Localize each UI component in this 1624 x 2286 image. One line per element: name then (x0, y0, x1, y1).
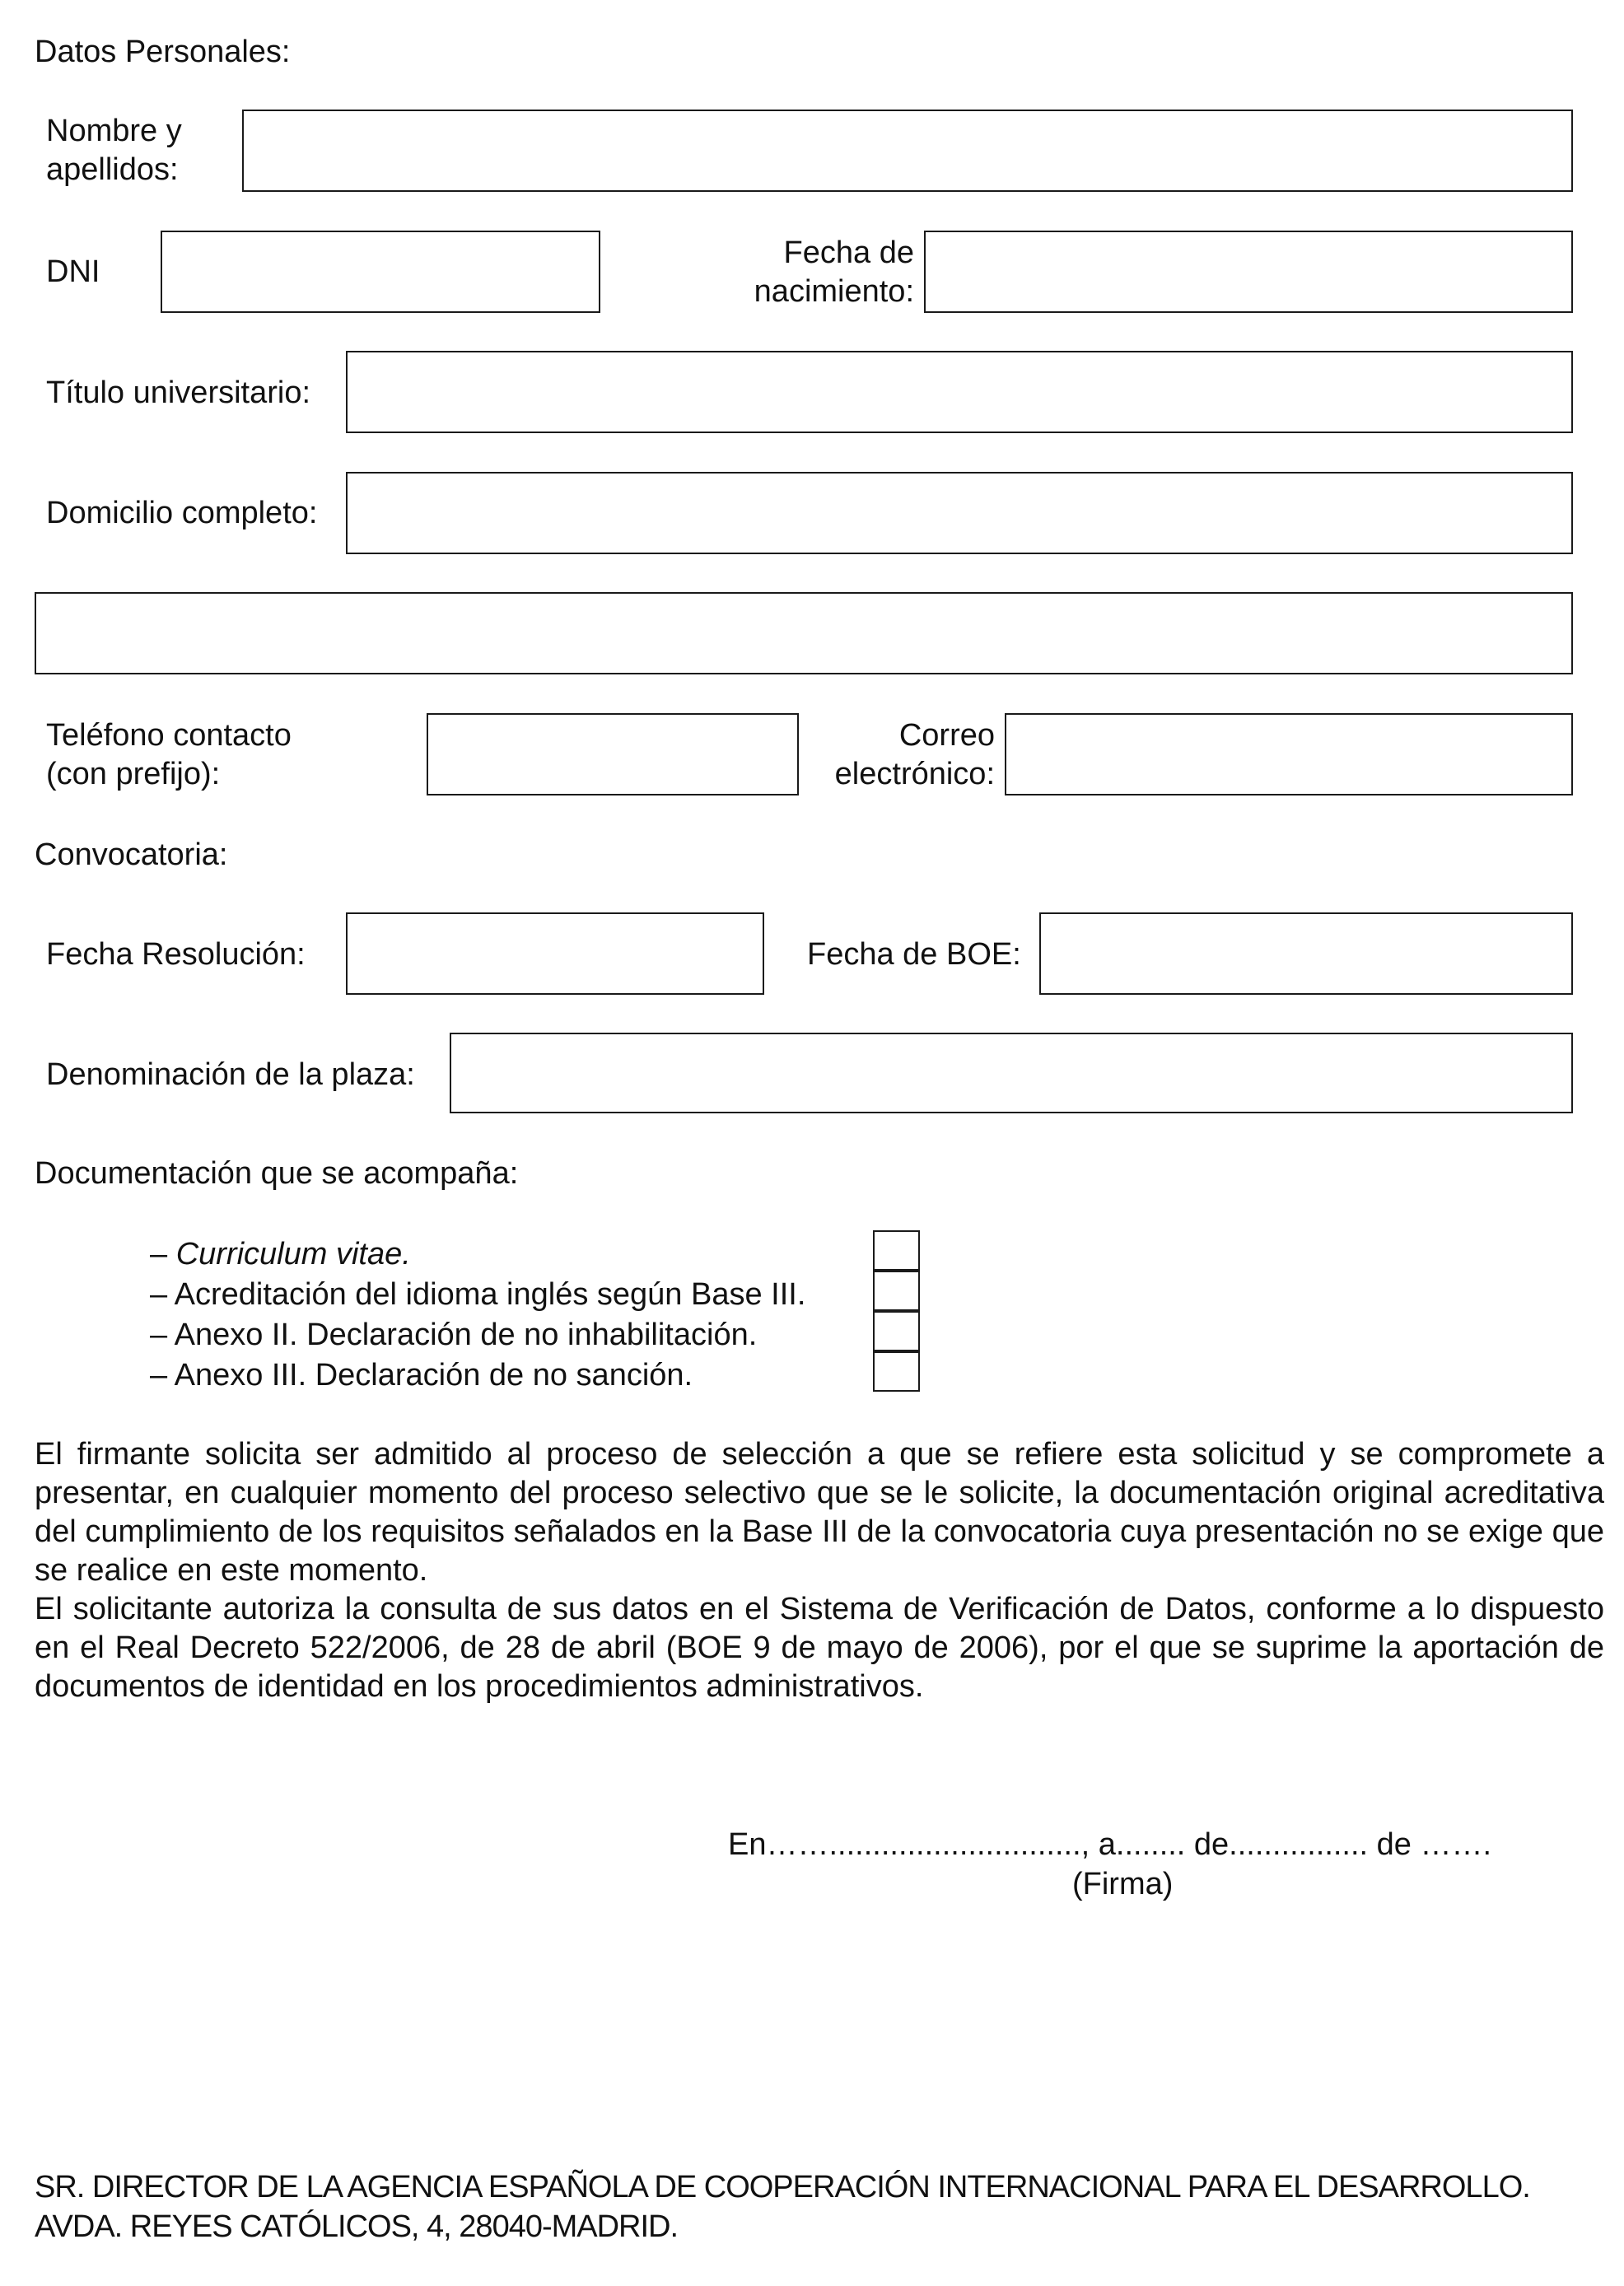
checkbox-annex-ii[interactable] (873, 1311, 920, 1351)
dni-label: DNI (46, 254, 100, 289)
address-label: Domicilio completo: (46, 496, 318, 530)
list-dash: – (150, 1358, 168, 1393)
email-label-line-2: electrónico: (834, 757, 995, 791)
list-dash: – (150, 1277, 168, 1312)
call-heading: Convocatoria: (35, 837, 228, 872)
list-dash: – (150, 1237, 168, 1271)
address-continuation-field[interactable] (35, 592, 1573, 674)
document-item-english (150, 1275, 805, 1315)
personal-data-heading: Datos Personales: (35, 35, 291, 69)
degree-label: Título universitario: (46, 376, 311, 410)
phone-label-line-2: (con prefijo): (46, 757, 221, 791)
boe-date-field[interactable] (1039, 912, 1573, 995)
document-label-annex-iii: Anexo III. Declaración de no sanción. (174, 1358, 693, 1393)
checkbox-cv[interactable] (873, 1230, 920, 1271)
checkbox-english[interactable] (873, 1271, 920, 1311)
resolution-date-field[interactable] (346, 912, 764, 995)
document-label-cv: Curriculum vitae. (175, 1237, 411, 1271)
position-name-field[interactable] (450, 1033, 1573, 1113)
declaration-text (35, 1435, 1604, 1706)
birth-date-label-line-2: nacimiento: (754, 274, 914, 309)
declaration-paragraph-2: El solicitante autoriza la consulta de sus datos en el Sistema de Verificación de Datos, conforme a lo dispuesto en el Real Decreto 522/2006, de 28 de abril (BOE 9 de mayo de 2006), por el que se suprime la aportación de documentos de identidad en los procedimientos administrativos. (35, 1592, 1604, 1704)
dni-field[interactable] (161, 231, 600, 313)
phone-label (46, 716, 292, 794)
boe-date-label: Fecha de BOE: (807, 937, 1021, 972)
birth-date-label (642, 234, 914, 311)
declaration-paragraph-1: El firmante solicita ser admitido al proceso de selección a que se refiere esta solicitud y se compromete a presentar, en cualquier momento del proceso selectivo que se le solicite, la documentación original acreditativa del cumplimiento de los requisitos señalados en la Base III de la convocatoria cuya presentación no se exige que se realice en este momento. (35, 1437, 1604, 1588)
name-label (46, 112, 182, 189)
position-name-label: Denominación de la plaza: (46, 1057, 415, 1092)
signature-label: (Firma) (1072, 1867, 1174, 1901)
document-label-english: Acreditación del idioma inglés según Base III. (174, 1277, 806, 1312)
document-item-annex-ii (150, 1315, 805, 1355)
document-item-annex-iii (150, 1355, 805, 1396)
address-field[interactable] (346, 472, 1573, 554)
resolution-date-label: Fecha Resolución: (46, 937, 306, 972)
footer-line-1: SR. DIRECTOR DE LA AGENCIA ESPAÑOLA DE COOPERACIÓN INTERNACIONAL PARA EL DESARROLLO. (35, 2170, 1530, 2204)
birth-date-label-line-1: Fecha de (783, 236, 914, 270)
email-label (758, 716, 995, 794)
birth-date-field[interactable] (924, 231, 1573, 313)
documents-heading: Documentación que se acompaña: (35, 1156, 519, 1191)
documents-list (150, 1234, 805, 1396)
name-field[interactable] (242, 110, 1573, 192)
email-label-line-1: Correo (898, 718, 995, 753)
place-date-line: En……............................., a........ de................ de ……. (728, 1827, 1492, 1862)
degree-field[interactable] (346, 351, 1573, 433)
list-dash: – (150, 1318, 168, 1352)
footer-line-2: AVDA. REYES CATÓLICOS, 4, 28040-MADRID. (35, 2209, 679, 2244)
checkbox-annex-iii[interactable] (873, 1351, 920, 1392)
document-label-annex-ii: Anexo II. Declaración de no inhabilitación. (174, 1318, 758, 1352)
name-label-line-1: Nombre y (46, 114, 182, 148)
email-field[interactable] (1005, 713, 1573, 795)
phone-field[interactable] (427, 713, 799, 795)
addressee-footer (35, 2167, 1530, 2246)
document-item-cv (150, 1234, 805, 1275)
phone-label-line-1: Teléfono contacto (46, 718, 292, 753)
name-label-line-2: apellidos: (46, 152, 179, 187)
